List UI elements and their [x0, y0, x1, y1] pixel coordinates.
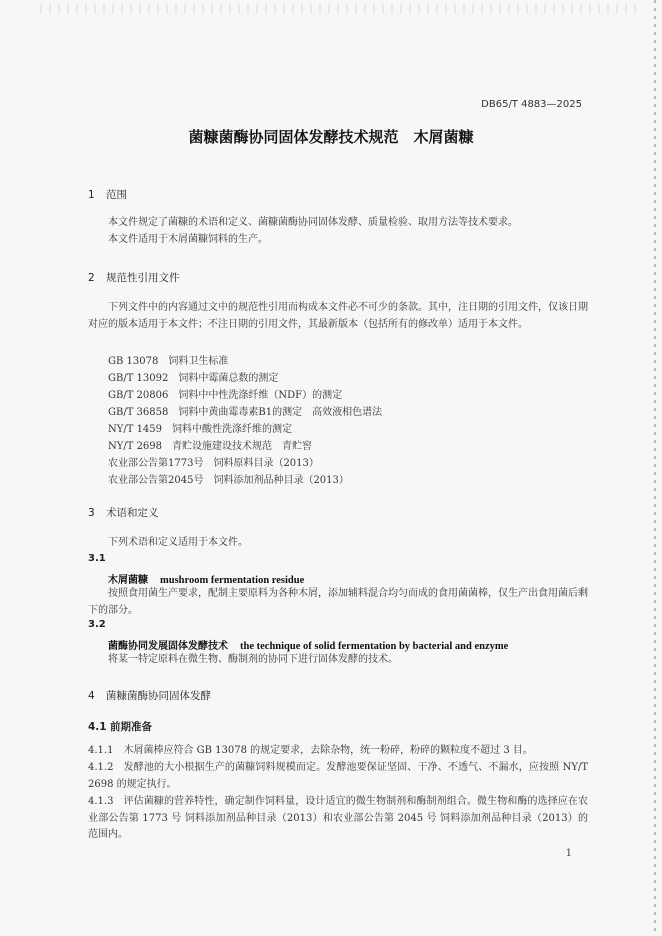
term-3-2-number: 3.2 [88, 619, 106, 630]
clause-4-1-1-text: 木屑菌棒应符合 GB 13078 的规定要求，去除杂物，统一粉碎，粉碎的颗粒度不超过 3 目。 [123, 745, 533, 756]
section-1-title: 范围 [106, 189, 127, 201]
ref-item: GB 13078 饲料卫生标准 [108, 356, 229, 367]
term-3-2-zh: 菌酶协同发展固体发酵技术 [108, 641, 228, 652]
section-4-number: 4 [88, 690, 95, 702]
section-4-title: 菌糠菌酶协同固体发酵 [106, 690, 211, 702]
ref-item: GB/T 20806 饲料中中性洗涤纤维（NDF）的测定 [108, 390, 343, 401]
clause-4-1-3 [88, 794, 588, 844]
term-3-2-en: the technique of solid fermentation by bacterial and enzyme [240, 641, 509, 652]
clause-4-1-1-number: 4.1.1 [88, 745, 114, 756]
section-1-number: 1 [88, 189, 95, 201]
scan-noise [40, 4, 640, 14]
section-3-intro: 下列术语和定义适用于本文件。 [108, 537, 248, 548]
ref-item: NY/T 2698 青贮设施建设技术规范 青贮窖 [108, 441, 313, 452]
clause-4-1-2-text: 发酵池的大小根据生产的菌糠饲料规模而定。发酵池要保证坚固、干净、不透气、不漏水，应按照 NY/T 2698 的规定执行。 [88, 762, 588, 790]
term-3-1-definition: 按照食用菌生产要求，配制主要原料为各种木屑，添加辅料混合均匀而成的食用菌菌棒，仅生产出食用菌后剩下的部分。 [88, 588, 588, 616]
term-3-1 [108, 571, 304, 586]
term-3-1-zh: 木屑菌糠 [108, 575, 148, 586]
clause-4-1-2-number: 4.1.2 [88, 762, 114, 773]
section-4-heading [88, 688, 211, 703]
section-4-1-title: 前期准备 [110, 721, 152, 733]
ref-item: NY/T 1459 饲料中酸性洗涤纤维的测定 [108, 424, 293, 435]
section-3-number: 3 [88, 507, 95, 519]
section-1-para-1: 本文件规定了菌糠的术语和定义、菌糠菌酶协同固体发酵、质量检验、取用方法等技术要求。 [108, 217, 518, 228]
section-4-1-heading [88, 719, 152, 734]
clause-4-1-2 [88, 760, 588, 793]
section-1-para-2: 本文件适用于木屑菌糠饲料的生产。 [108, 234, 268, 245]
term-3-1-en: mushroom fermentation residue [160, 575, 305, 586]
term-3-2-definition: 将某一特定原料在微生物、酶制剂的协同下进行固体发酵的技术。 [108, 654, 398, 665]
section-2-heading [88, 270, 180, 285]
section-2-intro: 下列文件中的内容通过文中的规范性引用而构成本文件必不可少的条款。其中，注日期的引用文件，仅该日期对应的版本适用于本文件；不注日期的引用文件，其最新版本（包括所有的修改单）适用于本文件。 [88, 302, 588, 330]
section-3-heading [88, 505, 159, 520]
clause-4-1-3-number: 4.1.3 [88, 796, 114, 807]
section-2-number: 2 [88, 272, 95, 284]
section-3-title: 术语和定义 [106, 507, 159, 519]
term-3-2 [108, 637, 508, 652]
clause-4-1-1 [88, 743, 588, 760]
ref-item: 农业部公告第1773号 饲料原料目录（2013） [108, 458, 319, 469]
ref-item: GB/T 13092 饲料中霉菌总数的测定 [108, 373, 279, 384]
clause-4-1-3-text: 评估菌糠的营养特性，确定制作饲料量，设计适宜的微生物制剂和酶制剂组合。微生物和酶的选择应在农业部公告第 1773 号 饲料添加剂品种目录（2013）和农业部公告第 2045 号 饲料添加剂品种目录（2013）的范围内。 [88, 796, 588, 840]
ref-item: 农业部公告第2045号 饲料添加剂品种目录（2013） [108, 475, 349, 486]
page-number: 1 [565, 848, 572, 859]
section-4-1-number: 4.1 [88, 721, 107, 733]
doc-id: DB65/T 4883—2025 [481, 99, 582, 110]
ref-item: GB/T 36858 饲料中黄曲霉毒素B1的测定 高效液相色谱法 [108, 407, 383, 418]
section-1-heading [88, 187, 127, 202]
section-2-title: 规范性引用文件 [106, 272, 180, 284]
doc-title: 菌糠菌酶协同固体发酵技术规范 木屑菌糠 [188, 128, 474, 146]
term-3-1-number: 3.1 [88, 553, 106, 564]
